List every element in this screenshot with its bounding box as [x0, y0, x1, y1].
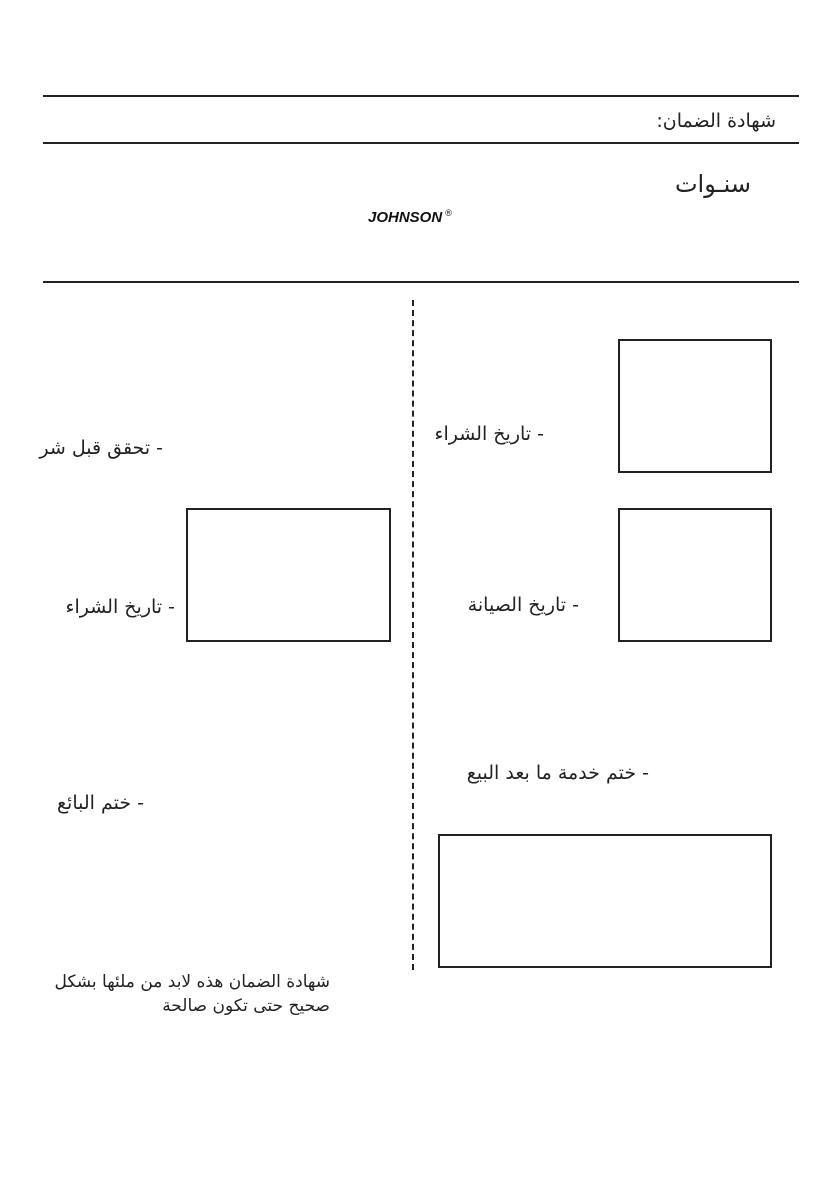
warranty-years-label: سنـوات	[674, 170, 751, 198]
maintenance-date-box[interactable]	[618, 508, 772, 642]
warranty-certificate-title: شهادة الضمان:	[656, 110, 776, 132]
dashed-cut-line	[412, 300, 414, 970]
brand-logo	[368, 208, 452, 226]
right-purchase-date-box[interactable]	[618, 339, 772, 473]
header-bottom-rule	[43, 142, 799, 144]
header-top-rule	[43, 95, 799, 97]
section-divider-rule	[43, 281, 799, 283]
note-line-2: صحيح حتى تكون صالحة	[162, 996, 330, 1016]
left-purchase-date-label: - تاريخ الشراء	[65, 596, 175, 618]
maintenance-date-label: - تاريخ الصيانة	[467, 594, 579, 616]
check-before-purchase-label: - تحقق قبل شر	[39, 437, 163, 459]
left-purchase-date-box[interactable]	[186, 508, 391, 642]
right-purchase-date-label: - تاريخ الشراء	[434, 423, 544, 445]
brand-name: JOHNSON	[368, 209, 443, 226]
after-sales-stamp-box[interactable]	[438, 834, 772, 968]
after-sales-stamp-label: - ختم خدمة ما بعد البيع	[466, 762, 649, 784]
note-line-1: شهادة الضمان هذه لابد من ملئها بشكل	[54, 972, 330, 992]
registered-mark: ®	[445, 208, 452, 218]
seller-stamp-label: - ختم البائع	[56, 792, 144, 814]
warranty-validity-note	[48, 970, 330, 1018]
